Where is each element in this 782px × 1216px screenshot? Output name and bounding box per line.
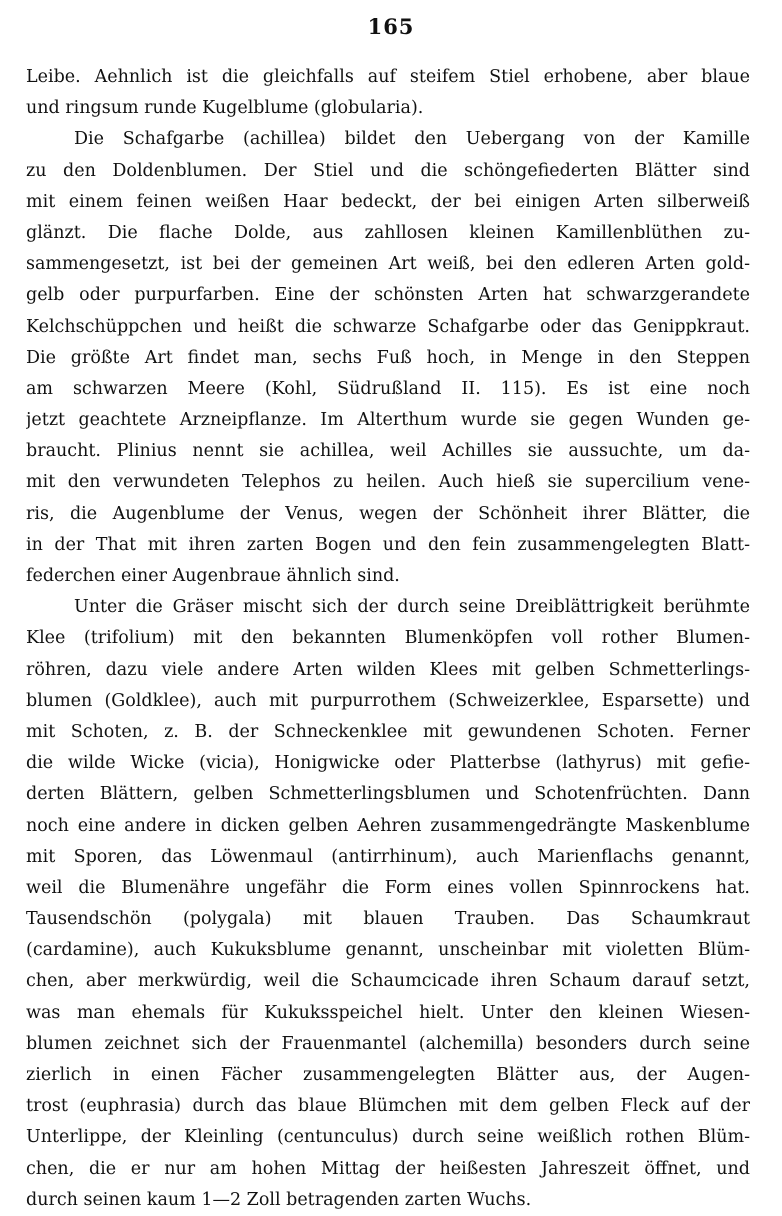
text-line: Unter die Gräser mischt sich der durch seine Dreiblättrigkeit berühmte — [74, 597, 750, 618]
text-line: zu den Doldenblumen. Der Stiel und die schöngefiederten Blätter sind — [26, 160, 750, 181]
text-line: röhren, dazu viele andere Arten wilden Klees mit gelben Schmetterlings- — [26, 659, 750, 680]
page-number: 165 — [367, 14, 415, 39]
text-line: was man ehemals für Kukuksspeichel hielt. Unter den kleinen Wiesen- — [26, 1002, 750, 1023]
text-line: mit Sporen, das Löwenmaul (antirrhinum), auch Marienflachs genannt, — [26, 846, 750, 867]
text-line: mit den verwundeten Telephos zu heilen. Auch hieß sie supercilium vene- — [26, 472, 750, 493]
text-line: chen, die er nur am hohen Mittag der heißesten Jahreszeit öffnet, und — [26, 1158, 750, 1179]
text-line: derten Blättern, gelben Schmetterlingsblumen und Schotenfrüchten. Dann — [26, 784, 750, 805]
text-line: (cardamine), auch Kukuksblume genannt, unscheinbar mit violetten Blüm- — [26, 940, 750, 961]
text-line: blumen (Goldklee), auch mit purpurrothem (Schweizerklee, Esparsette) und — [26, 690, 750, 711]
text-line: noch eine andere in dicken gelben Aehren zusammengedrängte Maskenblume — [26, 815, 750, 836]
text-line: blumen zeichnet sich der Frauenmantel (alchemilla) besonders durch seine — [26, 1033, 750, 1054]
text-line: Kelchschüppchen und heißt die schwarze Schafgarbe oder das Genippkraut. — [26, 316, 750, 337]
text-line: Die größte Art findet man, sechs Fuß hoch, in Menge in den Steppen — [26, 347, 750, 368]
text-line: Tausendschön (polygala) mit blauen Trauben. Das Schaumkraut — [26, 909, 750, 930]
text-line: Leibe. Aehnlich ist die gleichfalls auf steifem Stiel erhobene, aber blaue — [26, 67, 750, 87]
text-line: Klee (trifolium) mit den bekannten Blumenköpfen voll rother Blumen- — [26, 628, 750, 649]
text-line: glänzt. Die flache Dolde, aus zahllosen kleinen Kamillenblüthen zu- — [26, 222, 750, 243]
text-line: federchen einer Augenbraue ähnlich sind. — [26, 566, 400, 586]
text-line: Unterlippe, der Kleinling (centunculus) durch seine weißlich rothen Blüm- — [26, 1127, 750, 1148]
text-line: zierlich in einen Fächer zusammengelegten Blätter aus, der Augen- — [26, 1065, 750, 1085]
text-line: chen, aber merkwürdig, weil die Schaumcicade ihren Schaum darauf setzt, — [26, 971, 750, 992]
text-line: und ringsum runde Kugelblume (globularia). — [26, 98, 424, 119]
text-line: trost (euphrasia) durch das blaue Blümchen mit dem gelben Fleck auf der — [26, 1096, 750, 1117]
text-line: braucht. Plinius nennt sie achillea, weil Achilles sie aussuchte, um da- — [26, 441, 750, 462]
text-line: ris, die Augenblume der Venus, wegen der Schönheit ihrer Blätter, die — [26, 503, 750, 524]
text-line: Die Schafgarbe (achillea) bildet den Uebergang von der Kamille — [74, 129, 750, 150]
text-line: am schwarzen Meere (Kohl, Südrußland II. 115). Es ist eine noch — [26, 378, 750, 399]
paragraph — [26, 592, 750, 1216]
text-line: die wilde Wicke (vicia), Honigwicke oder Platterbse (lathyrus) mit gefie- — [26, 753, 750, 774]
text-line: mit einem feinen weißen Haar bedeckt, der bei einigen Arten silberweiß — [26, 191, 750, 212]
paragraph — [26, 62, 750, 124]
text-line: weil die Blumenähre ungefähr die Form eines vollen Spinnrockens hat. — [26, 877, 750, 898]
text-line: mit Schoten, z. B. der Schneckenklee mit gewundenen Schoten. Ferner — [26, 721, 750, 742]
text-line: jetzt geachtete Arzneipflanze. Im Alterthum wurde sie gegen Wunden ge- — [26, 410, 750, 431]
text-line: durch seinen kaum 1—2 Zoll betragenden zarten Wuchs. — [26, 1189, 532, 1210]
text-line: gelb oder purpurfarben. Eine der schönsten Arten hat schwarzgerandete — [26, 285, 750, 306]
text-line: sammengesetzt, ist bei der gemeinen Art weiß, bei den edleren Arten gold- — [26, 254, 750, 275]
body-text — [26, 62, 750, 1216]
paragraph — [26, 124, 750, 592]
text-line: in der That mit ihren zarten Bogen und den fein zusammengelegten Blatt- — [26, 534, 750, 555]
